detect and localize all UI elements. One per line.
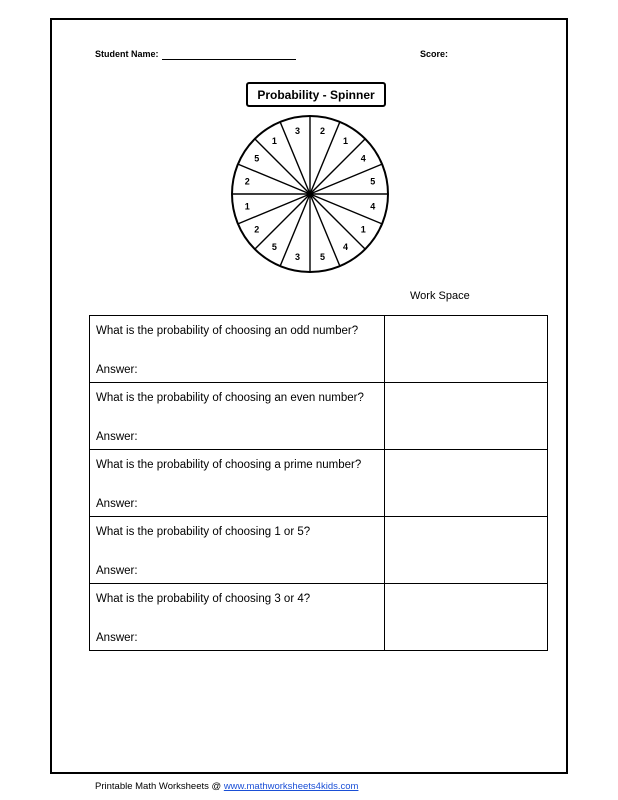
student-name-line xyxy=(162,59,296,60)
score-label: Score: xyxy=(420,49,449,59)
spinner-sector-label: 4 xyxy=(343,242,349,253)
spinner-dividers xyxy=(232,116,388,272)
question-row xyxy=(90,450,548,517)
question-cell xyxy=(90,517,385,584)
work-space-cell[interactable] xyxy=(385,383,548,450)
question-row xyxy=(90,584,548,651)
question-row xyxy=(90,383,548,450)
answer-label: Answer: xyxy=(96,498,138,510)
question-cell xyxy=(90,316,385,383)
footer-link[interactable]: www.mathworksheets4kids.com xyxy=(223,781,359,792)
spinner-sector-label: 5 xyxy=(254,153,260,164)
spinner-sector-label: 4 xyxy=(370,201,376,212)
footer-text: Printable Math Worksheets @ xyxy=(95,781,222,792)
question-cell xyxy=(90,383,385,450)
answer-label: Answer: xyxy=(96,632,138,644)
work-space-cell[interactable] xyxy=(385,517,548,584)
spinner-sector-label: 5 xyxy=(319,251,325,262)
spinner-sector-label: 2 xyxy=(244,176,250,187)
answer-label: Answer: xyxy=(96,565,138,577)
question-text: What is the probability of choosing an odd number? xyxy=(96,325,359,337)
work-space-cell[interactable] xyxy=(385,316,548,383)
spinner-sector-label: 3 xyxy=(295,126,301,137)
work-space-label: Work Space xyxy=(410,290,470,302)
question-cell xyxy=(90,584,385,651)
spinner-sector-label: 2 xyxy=(254,224,260,235)
spinner-sector-label: 1 xyxy=(244,201,250,212)
question-text: What is the probability of choosing an even number? xyxy=(96,392,364,404)
question-text: What is the probability of choosing a prime number? xyxy=(96,459,362,471)
spinner-sector-label: 2 xyxy=(319,126,325,137)
spinner-wheel xyxy=(229,113,391,275)
spinner-sector-label: 1 xyxy=(360,224,366,235)
student-name-label: Student Name: xyxy=(95,49,159,59)
worksheet-title xyxy=(246,82,386,107)
spinner-sector-label: 1 xyxy=(343,135,349,146)
answer-label: Answer: xyxy=(96,431,138,443)
spinner-sector-label: 5 xyxy=(370,176,376,187)
question-text: What is the probability of choosing 3 or 4? xyxy=(96,593,311,605)
spinner-sector-label: 4 xyxy=(360,153,366,164)
work-space-cell[interactable] xyxy=(385,450,548,517)
spinner-sector-label: 1 xyxy=(271,135,277,146)
question-text: What is the probability of choosing 1 or 5? xyxy=(96,526,311,538)
work-space-cell[interactable] xyxy=(385,584,548,651)
footer xyxy=(95,781,358,792)
answer-label: Answer: xyxy=(96,364,138,376)
question-row xyxy=(90,517,548,584)
question-row xyxy=(90,316,548,383)
spinner-sector-label: 3 xyxy=(295,251,301,262)
question-table xyxy=(89,315,548,651)
spinner-sector-label: 5 xyxy=(271,242,277,253)
question-cell xyxy=(90,450,385,517)
worksheet-title-text: Probability - Spinner xyxy=(257,87,375,102)
